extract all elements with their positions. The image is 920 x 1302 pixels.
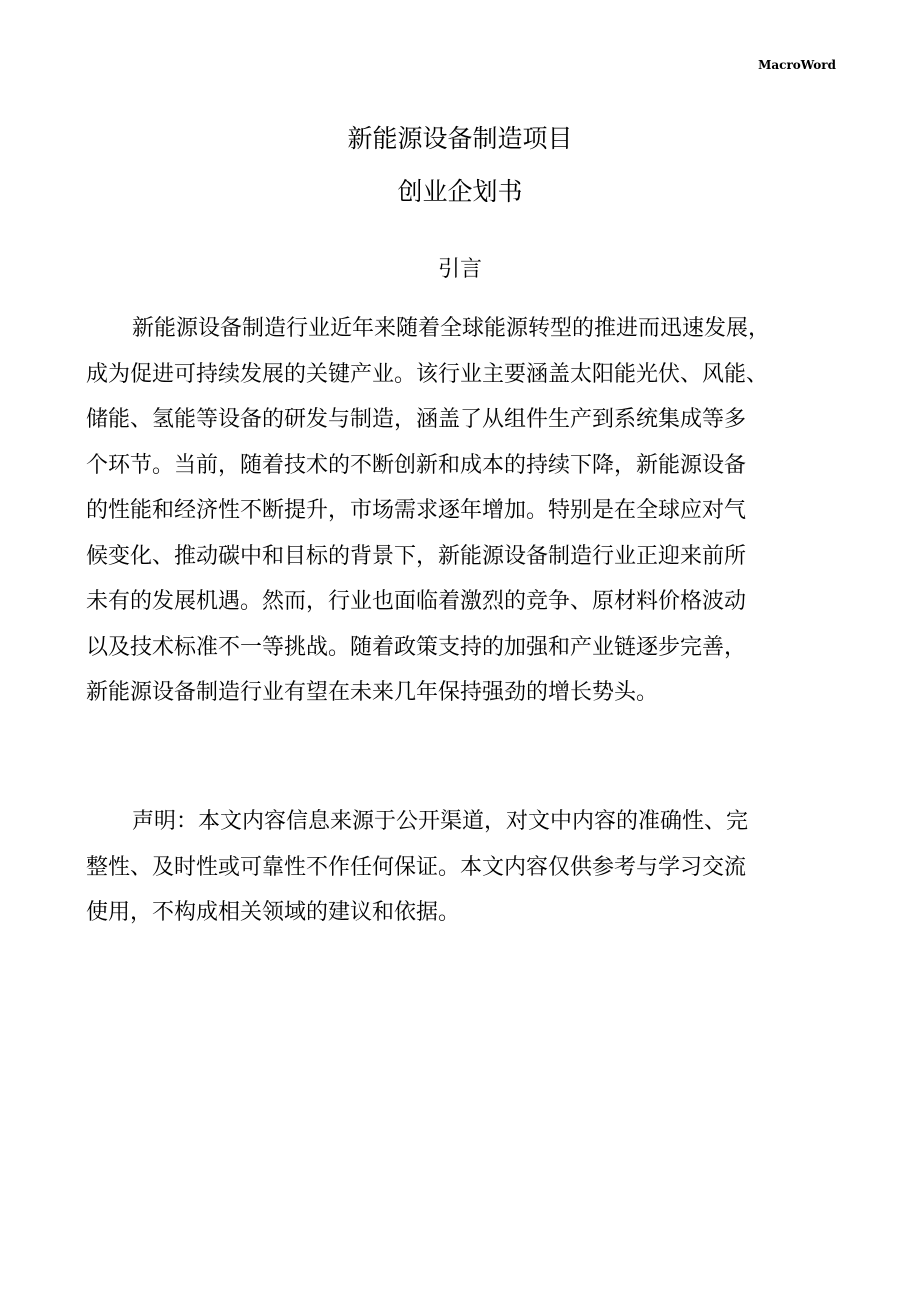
- paragraph-line: 的性能和经济性不断提升，市场需求逐年增加。特别是在全球应对气: [86, 498, 747, 523]
- paragraph-line: 使用，不构成相关领域的建议和依据。: [86, 900, 461, 925]
- document-title-line-2: 创业企划书: [397, 177, 523, 206]
- paragraph-line: 个环节。当前，随着技术的不断创新和成本的持续下降，新能源设备: [86, 452, 747, 478]
- paragraph-line: 成为促进可持续发展的关键产业。该行业主要涵盖太阳能光伏、风能、: [86, 361, 769, 387]
- paragraph-line: 新能源设备制造行业近年来随着全球能源转型的推进而迅速发展，: [132, 316, 771, 341]
- document-title-line-1: 新能源设备制造项目: [347, 124, 573, 153]
- paragraph-line: 以及技术标准不一等挑战。随着政策支持的加强和产业链逐步完善，: [86, 634, 747, 660]
- paragraph-line: 新能源设备制造行业有望在未来几年保持强劲的增长势头。: [86, 680, 659, 705]
- paragraph-line: 整性、及时性或可靠性不作任何保证。本文内容仅供参考与学习交流: [86, 854, 747, 880]
- intro-paragraph: [86, 306, 866, 716]
- paragraph-line: 未有的发展机遇。然而，行业也面临着激烈的竞争、原材料价格波动: [86, 589, 747, 614]
- paragraph-line: 候变化、推动碳中和目标的背景下，新能源设备制造行业正迎来前所: [86, 543, 747, 569]
- brand-label: MacroWord: [758, 58, 836, 72]
- paragraph-line: 储能、氢能等设备的研发与制造，涵盖了从组件生产到系统集成等多: [86, 407, 747, 432]
- section-heading: 引言: [437, 257, 482, 282]
- paragraph-line: 声明：本文内容信息来源于公开渠道，对文中内容的准确性、完: [132, 809, 749, 834]
- disclaimer-paragraph: [86, 799, 866, 936]
